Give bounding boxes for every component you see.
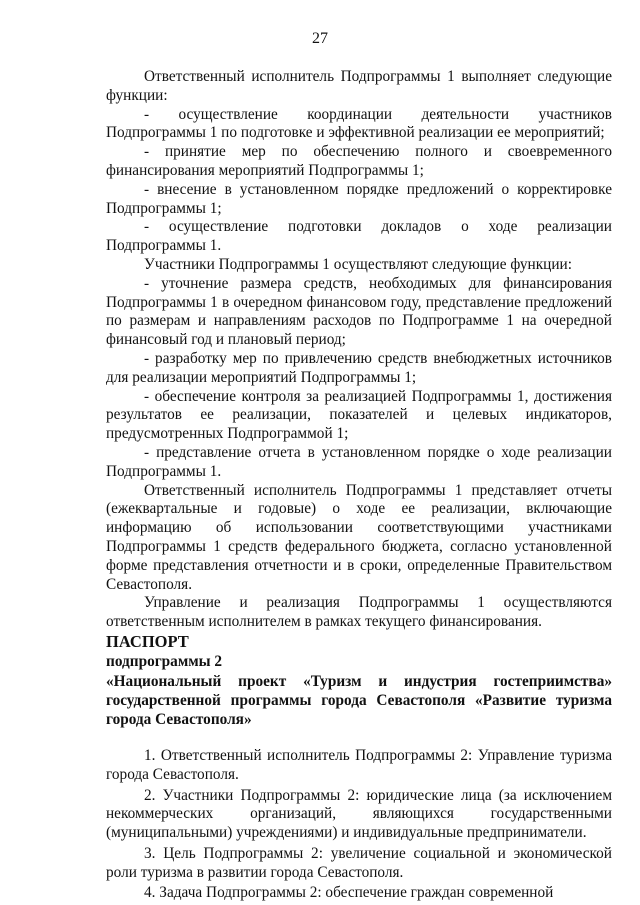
passport-subtitle: подпрограммы 2 bbox=[106, 652, 223, 670]
paragraph: - обеспечение контроля за реализацией Подпрограммы 1, достижения результатов ее реализации, показателей и целевых индикаторов, предусмотренных Подпрограммой 1; bbox=[106, 387, 612, 443]
paragraph: Ответственный исполнитель Подпрограммы 1 выполняет следующие функции: bbox=[106, 68, 612, 104]
paragraph: - разработку мер по привлечению средств внебюджетных источников для реализации мероприятий Подпрограммы 1; bbox=[106, 349, 612, 386]
paragraph: Ответственный исполнитель Подпрограммы 1 представляет отчеты (ежеквартальные и годовые) о ходе ее реализации, включающие информацию об использовании соответствующими участниками Подпрограммы 1 средств федерального бюджета, согласно установленной форме представления отчетности и в сроки, определенные Правительством Севастополя. bbox=[106, 481, 612, 593]
document-body bbox=[106, 68, 612, 905]
paragraph: 3. Цель Подпрограммы 2: увеличение социальной и экономической роли туризма в развитии города Севастополя. bbox=[106, 844, 612, 881]
paragraph: - осуществление подготовки докладов о ходе реализации Подпрограммы 1. bbox=[106, 218, 612, 255]
subprogram-1-functions-section bbox=[106, 68, 612, 632]
paragraph: 4. Задача Подпрограммы 2: обеспечение граждан современной bbox=[144, 884, 554, 902]
paragraph: - уточнение размера средств, необходимых для финансирования Подпрограммы 1 в очередном финансовом году, представление предложений по размерам и направлениям расходов по Подпрограмме 1 на очередной финансовый год и плановый период; bbox=[106, 274, 612, 349]
paragraph: Управление и реализация Подпрограммы 1 осуществляются ответственным исполнителем в рамках текущего финансирования. bbox=[106, 594, 612, 631]
page-number: 27 bbox=[312, 30, 328, 47]
paragraph: - внесение в установленном порядке предложений о корректировке Подпрограммы 1; bbox=[106, 180, 612, 217]
passport-title: ПАСПОРТ bbox=[106, 631, 189, 651]
paragraph: - принятие мер по обеспечению полного и своевременного финансирования мероприятий Подпрограммы 1; bbox=[106, 143, 612, 179]
subprogram-2-passport-items bbox=[106, 747, 612, 903]
paragraph: 1. Ответственный исполнитель Подпрограммы 2: Управление туризма города Севастополя. bbox=[106, 746, 612, 783]
paragraph: - осуществление координации деятельности участников Подпрограммы 1 по подготовке и эффективной реализации ее мероприятий; bbox=[106, 105, 612, 142]
passport-program-name: «Национальный проект «Туризм и индустрия гостеприимства» государственной программы города Севастополя «Развитие туризма города Севастополя» bbox=[106, 672, 612, 728]
paragraph: - представление отчета в установленном порядке о ходе реализации Подпрограммы 1. bbox=[106, 443, 612, 480]
paragraph: 2. Участники Подпрограммы 2: юридические лица (за исключением некоммерческих организаций, являющихся государственными (муниципальными) учреждениями) и индивидуальные предприниматели. bbox=[106, 786, 612, 842]
paragraph: Участники Подпрограммы 1 осуществляют следующие функции: bbox=[144, 255, 572, 273]
